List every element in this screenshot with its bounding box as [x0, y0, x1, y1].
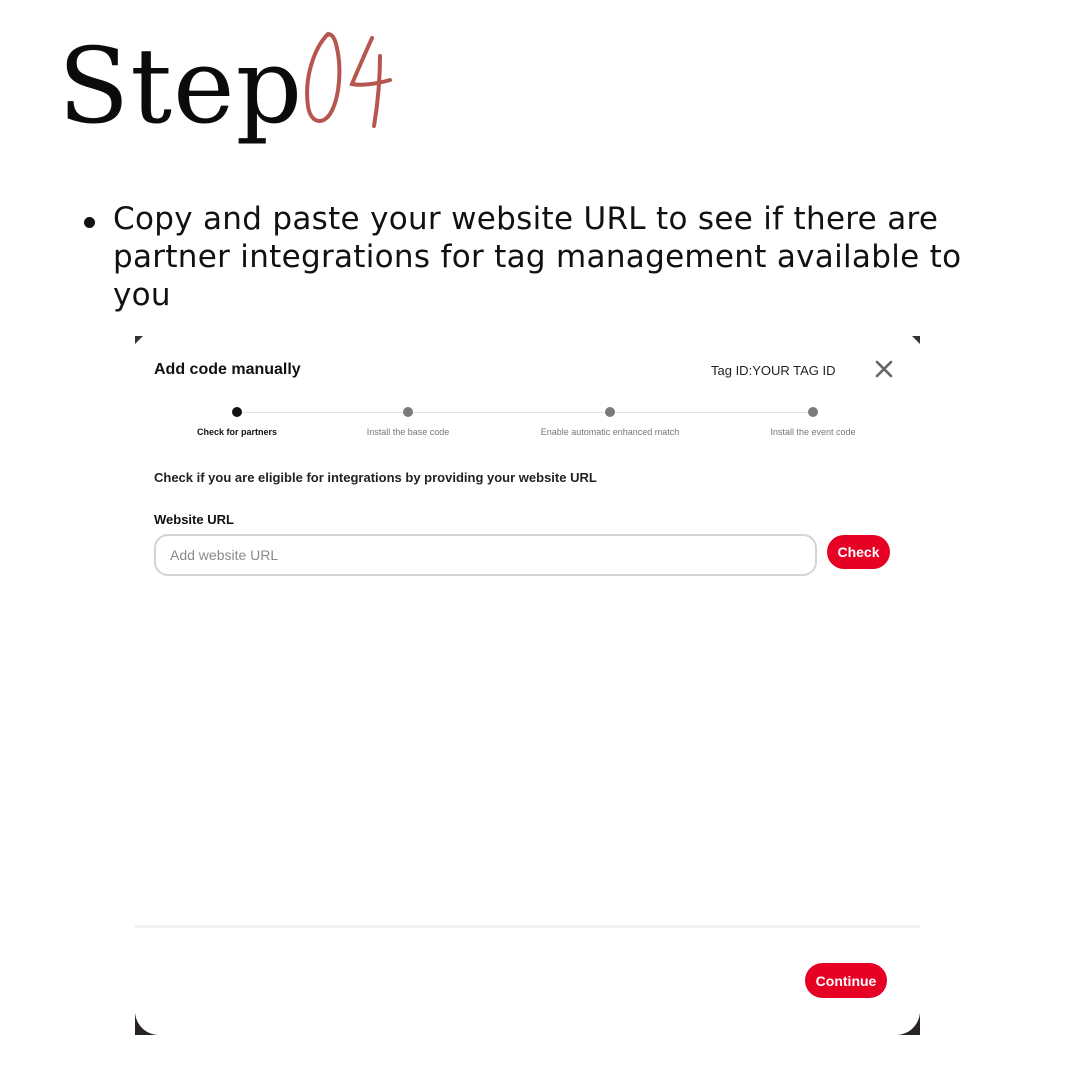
step-heading [58, 18, 304, 147]
step-word: Step [58, 25, 304, 147]
check-button[interactable]: Check [827, 535, 890, 569]
tag-id-label: Tag ID: [711, 363, 753, 378]
close-icon[interactable] [873, 358, 895, 380]
modal-screenshot [135, 336, 920, 1035]
progress-stepper [135, 406, 920, 446]
step-dot [403, 407, 413, 417]
bullet-icon [84, 217, 95, 228]
tag-id-value: YOUR TAG ID [752, 363, 836, 378]
eligibility-text: Check if you are eligible for integrations by providing your website URL [154, 470, 597, 485]
step-install-event-code [713, 406, 913, 437]
footer-divider [135, 925, 920, 928]
step-number-handwritten [300, 26, 400, 130]
instruction-bullet [84, 200, 1004, 314]
step-enhanced-match [510, 406, 710, 437]
instruction-text: Copy and paste your website URL to see if there are partner integrations for tag management available to you [113, 201, 962, 313]
tag-id [711, 363, 836, 378]
step-install-base-code [308, 406, 508, 437]
modal-footer [135, 915, 920, 1035]
modal-title: Add code manually [154, 361, 301, 378]
step-label: Install the base code [366, 427, 450, 437]
step-check-for-partners [137, 406, 337, 437]
corner-mark-left [135, 336, 143, 344]
step-dot [605, 407, 615, 417]
step-label: Check for partners [196, 427, 278, 437]
website-url-label: Website URL [154, 512, 234, 527]
website-url-input[interactable] [154, 534, 817, 576]
step-label: Enable automatic enhanced match [540, 427, 680, 437]
continue-button[interactable]: Continue [805, 963, 887, 998]
corner-mark-right [912, 336, 920, 344]
step-label: Install the event code [770, 427, 856, 437]
step-dot-active [232, 407, 242, 417]
step-dot [808, 407, 818, 417]
